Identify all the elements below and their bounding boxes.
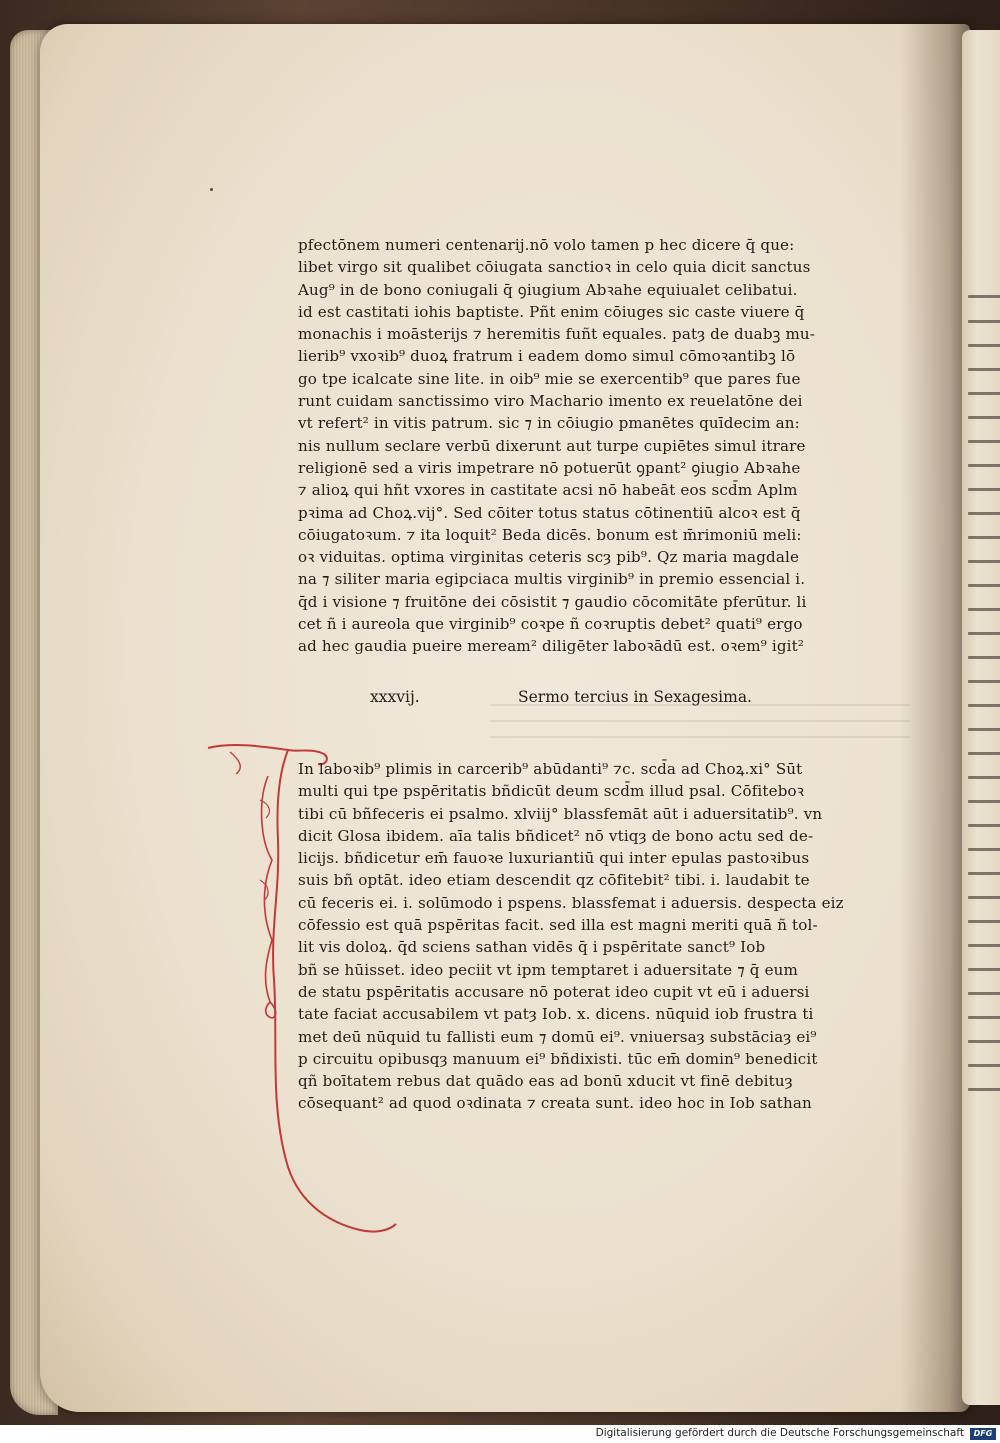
text-line: de statu pspēritatis accusare nō poterat ideo cupit vt eū i aduersi — [298, 982, 810, 1001]
text-line: met deū nūquid tu fallisti eum ⁊ domū ei⁹. vniuersaȝ substāciaȝ ei⁹ — [298, 1027, 817, 1046]
page-speck — [210, 188, 213, 191]
text-line: cōiugatoꝛum. ⁊ ita loquit² Beda dicēs. bonum est m̄rimoniū meli: — [298, 525, 802, 544]
text-line: id est castitati iohis baptiste. Pñt enim cōiuges sic caste viuere q̄ — [298, 302, 805, 321]
text-line: go tpe icalcate sine lite. in oib⁹ mie se exercentib⁹ que pares fue — [298, 369, 801, 388]
text-line: pꝛima ad Choꝝ.vij°. Sed cōiter totus status cōtinentiū alcoꝛ est q̄ — [298, 503, 801, 522]
footer-bar — [0, 1425, 1000, 1443]
text-line: multi qui tpe pspēritatis bñdicūt deum scd̄m illud psal. Cōfiteboꝛ — [298, 782, 805, 801]
text-line: Aug⁹ in de bono coniugali q̄ ꝯiugium Abꝛahe equiualet celibatui. — [298, 280, 798, 299]
text-line: licijs. bñdicetur em̄ fauoꝛe luxuriantiū qui inter epulas pastoꝛibus — [298, 849, 810, 868]
text-line: na ⁊ siliter maria egipciaca multis virginib⁹ in premio essencial i. — [298, 570, 806, 589]
body-text-upper — [298, 234, 908, 658]
text-line: libet virgo sit qualibet cōiugata sanctioꝛ in celo quia dicit sanctus — [298, 258, 811, 277]
text-line: tate faciat accusabilem vt patȝ Iob. x. dicens. nūquid iob frustra ti — [298, 1005, 814, 1024]
facing-page-edge — [962, 30, 1000, 1405]
sermon-title: Sermo tercius in Sexagesima. — [518, 688, 752, 706]
text-line: cet ñ i aureola que virginib⁹ coꝛpe ñ coꝛruptis debet² quati⁹ ergo — [298, 615, 803, 634]
text-line: oꝛ viduitas. optima virginitas ceteris scȝ pib⁹. Qz maria magdale — [298, 548, 800, 567]
text-line: q̄d i visione ⁊ fruitōne dei cōsistit ⁊ gaudio cōcomitāte pferūtur. li — [298, 592, 807, 611]
funding-credit: Digitalisierung gefördert durch die Deutsche Forschungsgemeinschaft — [595, 1427, 964, 1439]
text-line: pfectōnem numeri centenarij.nō volo tamen p hec dicere q̄ que: — [298, 236, 795, 254]
text-line: suis bñ optāt. ideo etiam descendit qz cōfitebit² tibi. i. laudabit te — [298, 871, 810, 890]
text-line: qñ boītatem rebus dat quādo eas ad bonū xducit vt finē debituȝ — [298, 1072, 793, 1091]
text-line: lit vis doloꝝ. q̄d sciens sathan vidēs q̄ i pspēritate sanct⁹ Iob — [298, 938, 766, 957]
sermon-number: xxxvij. — [370, 688, 420, 706]
text-line: dicit Glosa ibidem. aīa talis bñdicet² nō vtiqȝ de bono actu sed de- — [298, 826, 814, 845]
gutter-shadow — [900, 24, 970, 1412]
text-line: ad hec gaudia pueire meream² diligēter laboꝛādū est. oꝛem⁹ igit² — [298, 637, 805, 656]
text-line: cū feceris ei. i. solūmodo i pspens. blassfemat i aduersis. despecta eiz — [298, 893, 844, 912]
text-line: runt cuidam sanctissimo viro Machario imento ex reuelatōne dei — [298, 392, 803, 411]
text-line: lierib⁹ vxoꝛib⁹ duoꝝ fratrum i eadem domo simul cōmoꝛantibꝫ lō — [298, 347, 796, 366]
text-line: religionē sed a viris impetrare nō potuerūt ꝯpant² ꝯiugio Abꝛahe — [298, 458, 801, 477]
text-line: cōfessio est quā pspēritas facit. sed illa est magni meriti quā ñ tol- — [298, 916, 818, 935]
sermon-heading — [370, 688, 890, 714]
text-line: tibi cū bñfeceris ei psalmo. xlviij° blassfemāt aūt i aduersitatib⁹. vn — [298, 804, 823, 823]
body-text-lower — [298, 758, 908, 1115]
text-line: In laboꝛib⁹ plimis in carcerib⁹ abūdanti⁹ ⁊c. scd̄a ad Choꝝ.xi° Sūt — [298, 760, 803, 778]
dfg-logo-icon: DFG — [970, 1428, 996, 1440]
text-line: bñ se hūisset. ideo peciit vt ipm temptaret i aduersitate ⁊ q̄ eum — [298, 960, 798, 979]
text-line: ⁊ alioꝝ qui hñt vxores in castitate acsi nō habeāt eos scd̄m Aplm — [298, 481, 798, 500]
text-line: cōsequant² ad quod oꝛdinata ⁊ creata sunt. ideo hoc in Iob sathan — [298, 1094, 812, 1113]
text-line: monachis i moāsterijs ⁊ heremitis fuñt equales. patȝ de duabꝫ mu- — [298, 325, 816, 344]
text-line: p circuitu opibusqȝ manuum ei⁹ bñdixisti. tūc em̄ domin⁹ benedicit — [298, 1049, 818, 1068]
text-line: vt refert² in vitis patrum. sic ⁊ in cōiugio pmanētes quīdecim an: — [298, 414, 800, 433]
text-line: nis nullum seclare verbū dixerunt aut turpe cupiētes simul itrare — [298, 436, 806, 455]
